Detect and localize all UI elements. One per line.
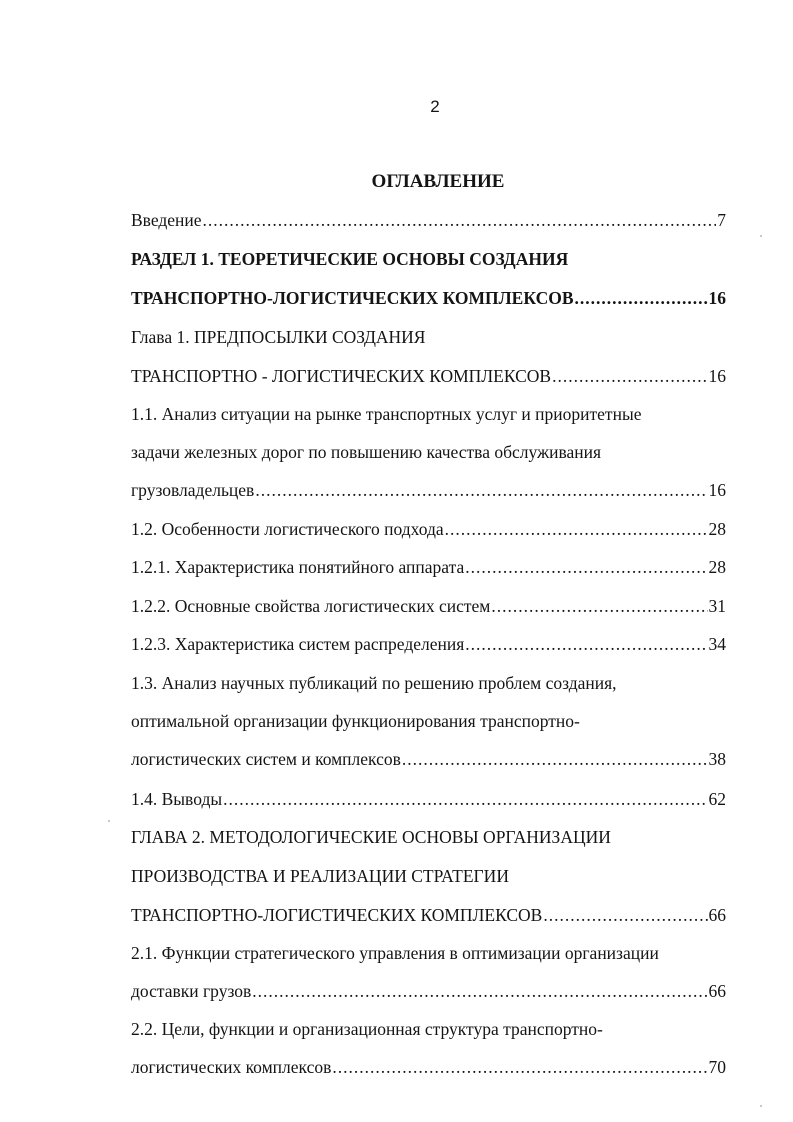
toc-entry-text: ТРАНСПОРТНО - ЛОГИСТИЧЕСКИХ КОМПЛЕКСОВ bbox=[131, 366, 552, 386]
scan-speck bbox=[760, 235, 762, 237]
toc-entry-continued bbox=[131, 941, 726, 965]
toc-chapter-heading bbox=[131, 325, 726, 349]
dot-leader bbox=[203, 208, 717, 232]
toc-entry bbox=[131, 478, 726, 502]
toc-entry-page: 16 bbox=[708, 288, 726, 308]
toc-entry-text: ПРОИЗВОДСТВА И РЕАЛИЗАЦИИ СТРАТЕГИИ bbox=[131, 866, 509, 886]
toc-entry-page: 16 bbox=[708, 480, 726, 500]
toc-chapter-heading bbox=[131, 864, 726, 888]
toc-entry-page: 7 bbox=[717, 210, 726, 230]
toc-entry-page: 70 bbox=[708, 1057, 726, 1077]
toc-entry bbox=[131, 787, 726, 811]
toc-entry bbox=[131, 555, 726, 579]
toc-entry-page: 28 bbox=[708, 557, 726, 577]
toc-entry bbox=[131, 903, 726, 927]
dot-leader bbox=[552, 364, 707, 388]
toc-entry-text: РАЗДЕЛ 1. ТЕОРЕТИЧЕСКИЕ ОСНОВЫ СОЗДАНИЯ bbox=[131, 249, 569, 269]
toc-entry-text: 1.2.3. Характеристика систем распределения bbox=[131, 634, 465, 654]
toc-entry-continued bbox=[131, 709, 726, 733]
dot-leader bbox=[543, 903, 707, 927]
toc-entry-text: задачи железных дорог по повышению качества обслуживания bbox=[131, 442, 602, 462]
toc-entry bbox=[131, 364, 726, 388]
dot-leader bbox=[223, 787, 707, 811]
toc-entry-continued bbox=[131, 1017, 726, 1041]
toc-entry-text: доставки грузов bbox=[131, 981, 252, 1001]
toc-entry bbox=[131, 1055, 726, 1079]
toc-entry-page: 66 bbox=[708, 905, 726, 925]
toc-entry-page: 66 bbox=[708, 981, 726, 1001]
toc-entry-text: 2.1. Функции стратегического управления в оптимизации организации bbox=[131, 943, 659, 963]
toc-entry-text: 1.2. Особенности логистического подхода bbox=[131, 519, 444, 539]
page-number: 2 bbox=[430, 97, 440, 116]
toc-entry-text: логистических комплексов bbox=[131, 1057, 332, 1077]
dot-leader bbox=[465, 555, 707, 579]
dot-leader bbox=[402, 747, 708, 771]
toc-entry-page: 31 bbox=[708, 596, 726, 616]
toc-entry-continued bbox=[131, 440, 726, 464]
toc-entry-text: 1.1. Анализ ситуации на рынке транспортных услуг и приоритетные bbox=[131, 404, 642, 424]
toc-entry-page: 62 bbox=[708, 789, 726, 809]
dot-leader bbox=[491, 594, 707, 618]
toc-entry-continued bbox=[131, 402, 726, 426]
toc-entry-text: логистических систем и комплексов bbox=[131, 749, 401, 769]
toc-entry bbox=[131, 286, 726, 310]
toc-entry-text: Введение bbox=[131, 210, 202, 230]
toc-entry bbox=[131, 747, 726, 771]
toc-entry-text: ТРАНСПОРТНО-ЛОГИСТИЧЕСКИХ КОМПЛЕКСОВ bbox=[131, 288, 574, 308]
toc-chapter-heading bbox=[131, 825, 726, 849]
toc-entry-page: 34 bbox=[708, 634, 726, 654]
toc-entry-continued bbox=[131, 671, 726, 695]
toc-entry-text: 2.2. Цели, функции и организационная структура транспортно- bbox=[131, 1019, 603, 1039]
toc-entry-page: 28 bbox=[708, 519, 726, 539]
toc-entry-text: 1.2.2. Основные свойства логистических систем bbox=[131, 596, 491, 616]
toc-entry bbox=[131, 208, 726, 232]
toc-entry bbox=[131, 517, 726, 541]
toc-entry-text: 1.4. Выводы bbox=[131, 789, 223, 809]
toc-entry-text: грузовладельцев bbox=[131, 480, 255, 500]
dot-leader bbox=[445, 517, 708, 541]
toc-title: ОГЛАВЛЕНИЕ bbox=[371, 171, 505, 192]
dot-leader bbox=[332, 1055, 707, 1079]
toc-section-heading bbox=[131, 247, 726, 271]
scan-speck bbox=[760, 1105, 762, 1107]
toc-entry-text: 1.3. Анализ научных публикаций по решению проблем создания, bbox=[131, 673, 617, 693]
dot-leader bbox=[465, 632, 707, 656]
toc-entry-text: ТРАНСПОРТНО-ЛОГИСТИЧЕСКИХ КОМПЛЕКСОВ bbox=[131, 905, 543, 925]
dot-leader bbox=[255, 478, 707, 502]
toc-entry bbox=[131, 632, 726, 656]
toc-entry-text: ГЛАВА 2. МЕТОДОЛОГИЧЕСКИЕ ОСНОВЫ ОРГАНИЗАЦИИ bbox=[131, 827, 611, 847]
toc-entry bbox=[131, 979, 726, 1003]
toc-entry-page: 16 bbox=[708, 366, 726, 386]
toc-entry-text: оптимальной организации функционирования транспортно- bbox=[131, 711, 580, 731]
dot-leader bbox=[575, 286, 708, 310]
dot-leader bbox=[252, 979, 707, 1003]
toc-entry-text: Глава 1. ПРЕДПОСЫЛКИ СОЗДАНИЯ bbox=[131, 327, 426, 347]
scan-speck bbox=[108, 820, 110, 822]
toc-entry bbox=[131, 594, 726, 618]
toc-entry-text: 1.2.1. Характеристика понятийного аппарата bbox=[131, 557, 465, 577]
toc-entry-page: 38 bbox=[708, 749, 726, 769]
